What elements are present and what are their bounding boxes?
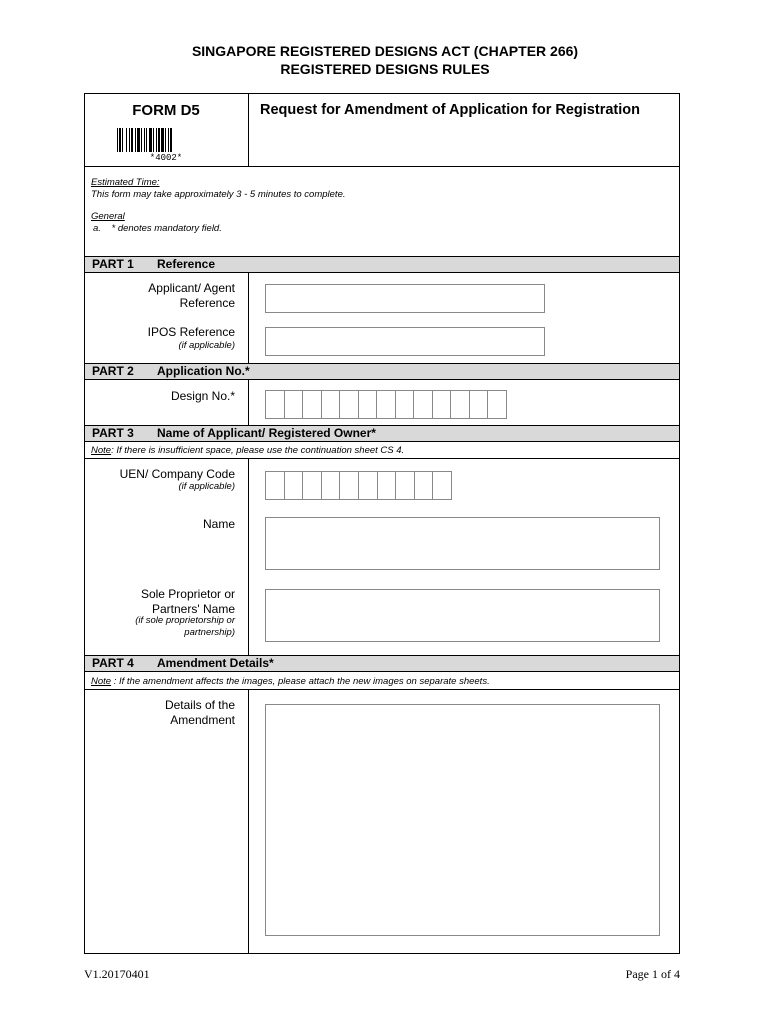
general-heading: General [91, 211, 125, 222]
design-number-input[interactable] [265, 390, 507, 419]
part-3-divider [248, 458, 249, 655]
part-1-title: Reference [157, 257, 216, 271]
part-4-note-line [84, 689, 680, 690]
form-title: Request for Amendment of Application for Registration [260, 102, 640, 118]
part-4-note-prefix: Note [91, 676, 112, 687]
part-2-header [85, 363, 679, 380]
form-number: FORM D5 [132, 102, 200, 119]
name-input[interactable] [265, 517, 660, 570]
agent-reference-label-1: Applicant/ Agent [148, 281, 235, 295]
part-3-note-text: : If there is insufficient space, please use the continuation sheet CS 4. [111, 445, 405, 456]
title-divider [248, 93, 249, 166]
estimated-time-heading: Estimated Time: [91, 177, 160, 188]
part-3-header [85, 425, 679, 442]
title-bottom-line [84, 166, 680, 167]
amendment-details-label-2: Amendment [170, 713, 235, 727]
part-4-note [91, 676, 490, 687]
part-4-header [85, 655, 679, 672]
sole-proprietor-label-1: Sole Proprietor or [140, 587, 235, 601]
amendment-details-label-1: Details of the [164, 698, 235, 712]
header-line-1: SINGAPORE REGISTERED DESIGNS ACT (CHAPTER 266) [191, 43, 579, 59]
uen-input[interactable] [265, 471, 452, 500]
ipos-reference-sub: (if applicable) [178, 340, 235, 351]
part-1-header [85, 256, 679, 273]
agent-reference-input[interactable] [265, 284, 545, 313]
part-3-note-line [84, 458, 680, 459]
estimated-time-text: This form may take approximately 3 - 5 minutes to complete. [91, 189, 346, 200]
part-4-number: PART 4 [92, 656, 134, 670]
part-2-divider [248, 380, 249, 425]
page-number: Page 1 of 4 [625, 967, 680, 981]
part-3-note [91, 445, 404, 456]
design-number-label: Design No.* [170, 389, 235, 403]
barcode [117, 128, 215, 152]
sole-proprietor-input[interactable] [265, 589, 660, 642]
part-3-note-prefix: Note [91, 445, 112, 456]
part-1-divider [248, 273, 249, 364]
part-2-title: Application No.* [157, 364, 250, 378]
ipos-reference-input[interactable] [265, 327, 545, 356]
agent-reference-label-2: Reference [179, 296, 235, 310]
uen-sub: (if applicable) [178, 481, 235, 492]
part-3-title: Name of Applicant/ Registered Owner* [157, 426, 376, 440]
header-line-2: REGISTERED DESIGNS RULES [280, 61, 490, 77]
part-2-number: PART 2 [92, 364, 134, 378]
general-item: a. * denotes mandatory field. [93, 223, 222, 234]
name-label: Name [202, 517, 235, 531]
part-4-note-text: : If the amendment affects the images, please attach the new images on separate sheets. [111, 676, 490, 687]
part-1-number: PART 1 [92, 257, 134, 271]
part-4-title: Amendment Details* [157, 656, 274, 670]
part-3-number: PART 3 [92, 426, 134, 440]
amendment-details-input[interactable] [265, 704, 660, 936]
sole-proprietor-sub-2: partnership) [184, 627, 235, 638]
sole-proprietor-label-2: Partners' Name [152, 602, 235, 616]
uen-label: UEN/ Company Code [119, 467, 235, 481]
part-4-divider [248, 689, 249, 954]
version-label: V1.20170401 [84, 967, 150, 981]
sole-proprietor-sub-1: (if sole proprietorship or [135, 615, 235, 626]
barcode-text: *4002* [149, 153, 183, 163]
ipos-reference-label: IPOS Reference [147, 325, 235, 339]
